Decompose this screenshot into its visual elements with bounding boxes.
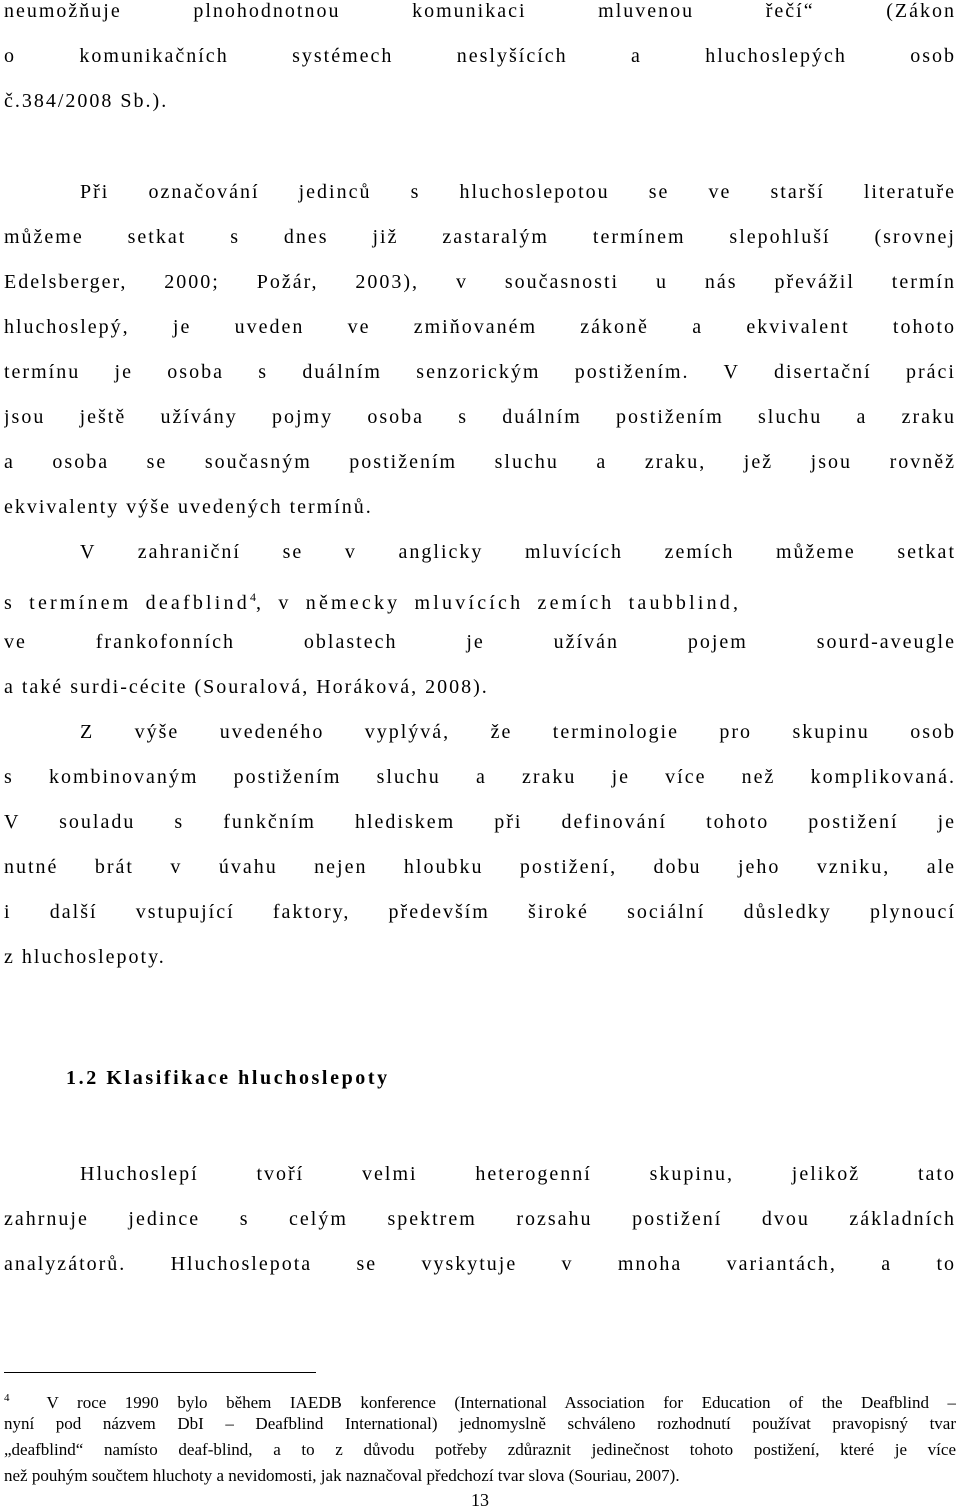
body-line: ve frankofonních oblastech je užíván pojem sourd-aveugle <box>4 631 956 653</box>
footnote-text: V roce 1990 bylo během IAEDB konference (International Association for Education of the Deafblind – <box>46 1393 956 1412</box>
body-line-with-footnote-ref <box>4 584 956 616</box>
body-line: i další vstupující faktory, především široké sociální důsledky plynoucí <box>4 901 956 923</box>
body-line: jsou ještě užívány pojmy osoba s duálním postižením sluchu a zraku <box>4 406 956 428</box>
body-line: Z výše uvedeného vyplývá, že terminologie pro skupinu osob <box>80 721 956 743</box>
body-line: Při označování jedinců s hluchoslepotou se ve starší literatuře <box>80 181 956 203</box>
section-line: analyzátorů. Hluchoslepota se vyskytuje v mnoha variantách, a to <box>4 1253 956 1275</box>
body-line: z hluchoslepoty. <box>4 946 166 968</box>
body-line: s kombinovaným postižením sluchu a zraku je více než komplikovaná. <box>4 766 956 788</box>
body-line: Edelsberger, 2000; Požár, 2003), v současnosti u nás převážil termín <box>4 271 956 293</box>
body-line: a osoba se současným postižením sluchu a zraku, jež jsou rovněž <box>4 451 956 473</box>
body-line: termínu je osoba s duálním senzorickým postižením. V disertační práci <box>4 361 956 383</box>
page-number: 13 <box>471 1490 489 1510</box>
footnote-line: nyní pod názvem DbI – Deafblind International) jednomyslně schváleno rozhodnutí používat pravopisný tvar <box>4 1414 956 1433</box>
body-line: hluchoslepý, je uveden ve zmiňovaném zákoně a ekvivalent tohoto <box>4 316 956 338</box>
body-line: o komunikačních systémech neslyšících a hluchoslepých osob <box>4 45 956 67</box>
section-heading: 1.2 Klasifikace hluchoslepoty <box>66 1067 390 1089</box>
footnote-line <box>4 1387 956 1414</box>
body-line: neumožňuje plnohodnotnou komunikaci mluvenou řečí“ (Zákon <box>4 0 956 22</box>
footnote-marker: 4 <box>4 1392 10 1404</box>
body-line: ekvivalenty výše uvedených termínů. <box>4 496 373 518</box>
body-line: a také surdi-cécite (Souralová, Horáková, 2008). <box>4 676 489 698</box>
footnote-line: „deafblind“ namísto deaf-blind, a to z důvodu potřeby zdůraznit jedinečnost tohoto postižení, které je více <box>4 1440 956 1459</box>
body-line: č.384/2008 Sb.). <box>4 90 169 112</box>
body-line: nutné brát v úvahu nejen hloubku postižení, dobu jeho vzniku, ale <box>4 856 956 878</box>
footnote-separator <box>4 1372 316 1373</box>
section-line: Hluchoslepí tvoří velmi heterogenní skupinu, jelikož tato <box>80 1163 956 1185</box>
section-line: zahrnuje jedince s celým spektrem rozsahu postižení dvou základních <box>4 1208 956 1230</box>
footnote-reference: 4 <box>249 590 256 604</box>
footnote-line: než pouhým součtem hluchoty a nevidomosti, jak naznačoval předchozí tvar slova (Souriau, 2007). <box>4 1466 680 1485</box>
body-line: V souladu s funkčním hlediskem při definování tohoto postižení je <box>4 811 956 833</box>
body-line: můžeme setkat s dnes již zastaralým termínem slepohluší (srovnej <box>4 226 956 248</box>
body-line: V zahraniční se v anglicky mluvících zemích můžeme setkat <box>80 541 956 563</box>
body-text: s termínem deafblind <box>4 592 250 614</box>
body-text: , v německy mluvících zemích taubblind, <box>255 592 742 614</box>
